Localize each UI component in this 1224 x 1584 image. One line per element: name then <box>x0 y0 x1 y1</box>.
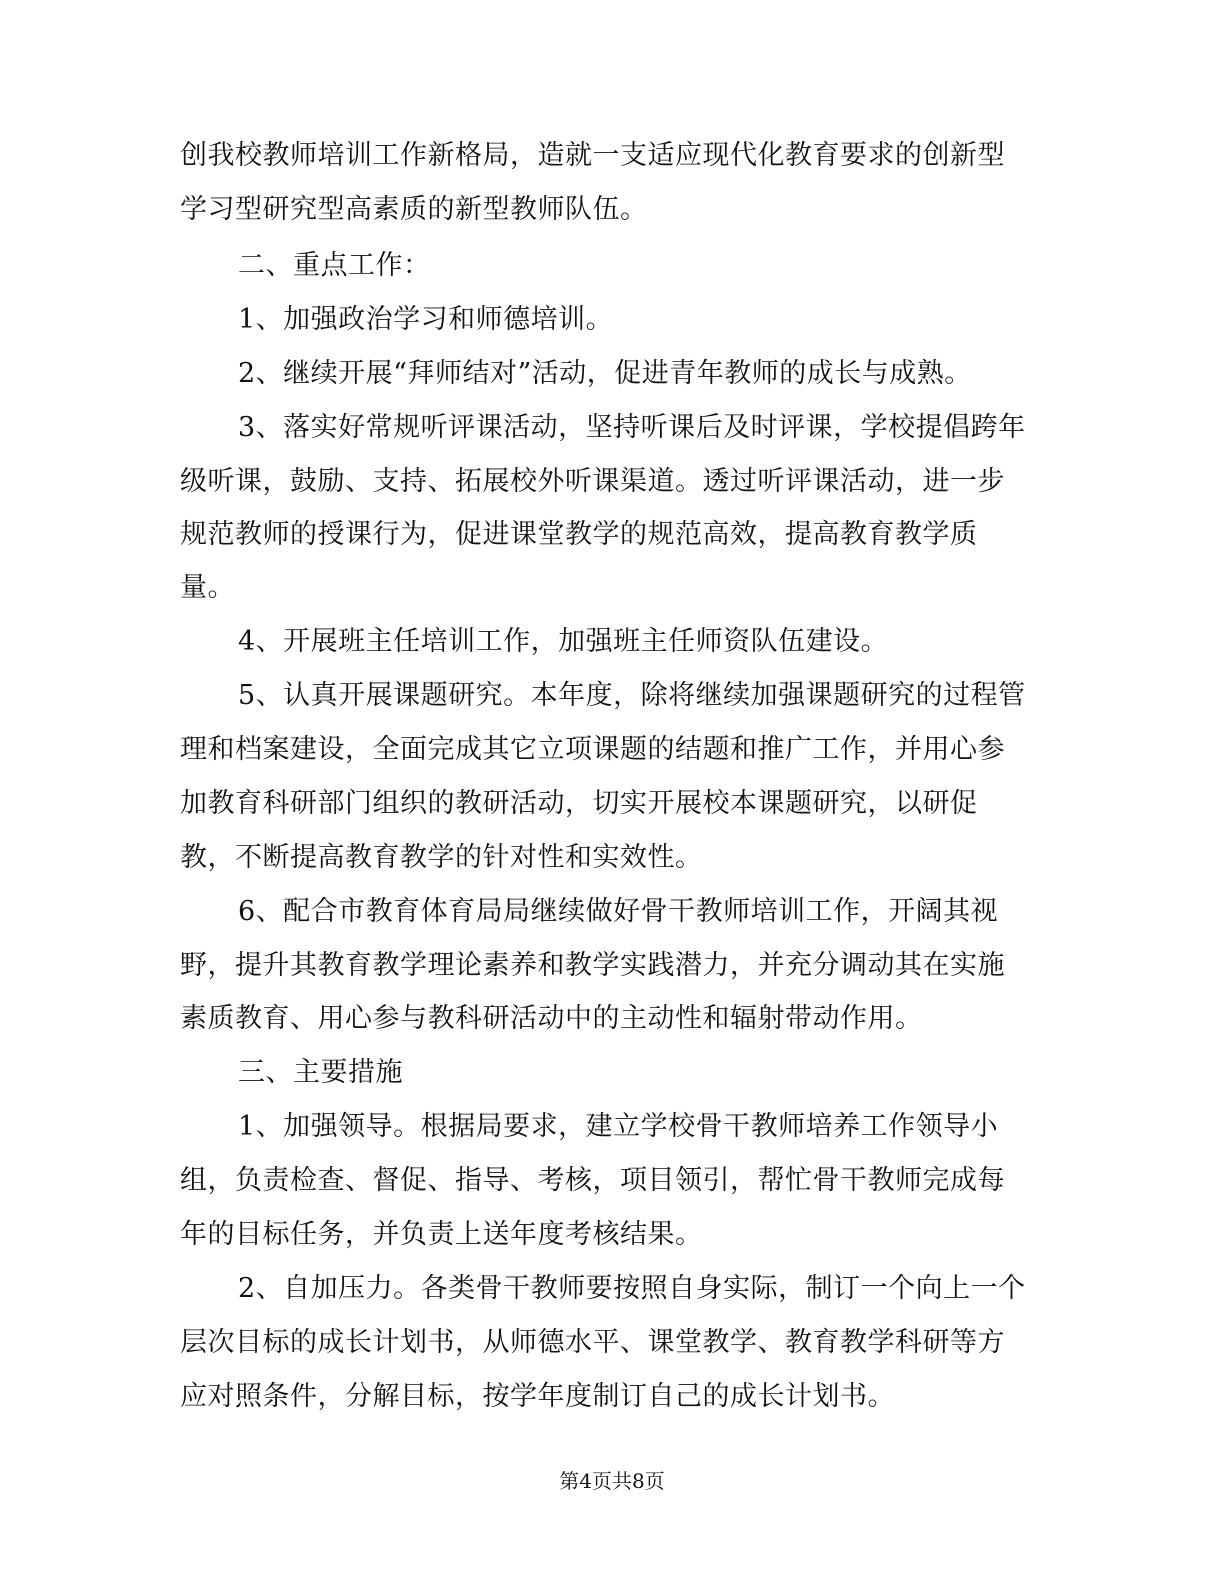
text-line: 年的目标任务，并负责上送年度考核结果。 <box>180 1219 703 1250</box>
text-line: 理和档案建设，全面完成其它立项课题的结题和推广工作，并用心参 <box>180 734 1005 765</box>
section-heading: 三、主要措施 <box>238 1057 403 1088</box>
text-line: 2、自加压力。各类骨干教师要按照自身实际，制订一个向上一个 <box>238 1273 1026 1304</box>
text-line: 创我校教师培训工作新格局，造就一支适应现代化教育要求的创新型 <box>180 140 1005 171</box>
text-line: 6、配合市教育体育局局继续做好骨干教师培训工作，开阔其视 <box>238 896 999 927</box>
text-line: 2、继续开展“拜师结对”活动，促进青年教师的成长与成熟。 <box>238 358 972 389</box>
text-line: 级听课，鼓励、支持、拓展校外听课渠道。透过听评课活动，进一步 <box>180 466 1005 497</box>
text-line: 野，提升其教育教学理论素养和教学实践潜力，并充分调动其在实施 <box>180 950 1005 981</box>
text-line: 加教育科研部门组织的教研活动，切实开展校本课题研究，以研促 <box>180 788 978 819</box>
text-line: 素质教育、用心参与教科研活动中的主动性和辐射带动作用。 <box>180 1003 923 1034</box>
text-line: 层次目标的成长计划书，从师德水平、课堂教学、教育教学科研等方 <box>180 1327 1005 1358</box>
text-line: 规范教师的授课行为，促进课堂教学的规范高效，提高教育教学质 <box>180 519 978 550</box>
text-line: 5、认真开展课题研究。本年度，除将继续加强课题研究的过程管 <box>238 680 1026 711</box>
text-line: 量。 <box>180 572 235 603</box>
text-line: 4、开展班主任培训工作，加强班主任师资队伍建设。 <box>238 626 889 657</box>
text-line: 组，负责检查、督促、指导、考核，项目领引，帮忙骨干教师完成每 <box>180 1165 1005 1196</box>
text-line: 1、加强领导。根据局要求，建立学校骨干教师培养工作领导小 <box>238 1111 999 1142</box>
text-line: 应对照条件，分解目标，按学年度制订自己的成长计划书。 <box>180 1381 895 1412</box>
text-line: 学习型研究型高素质的新型教师队伍。 <box>180 194 648 225</box>
text-line: 3、落实好常规听评课活动，坚持听课后及时评课，学校提倡跨年 <box>238 412 1026 443</box>
section-heading: 二、重点工作： <box>238 250 431 281</box>
text-line: 教，不断提高教育教学的针对性和实效性。 <box>180 842 703 873</box>
page-number: 第4页共8页 <box>559 1469 665 1493</box>
text-line: 1、加强政治学习和师德培训。 <box>238 304 614 335</box>
